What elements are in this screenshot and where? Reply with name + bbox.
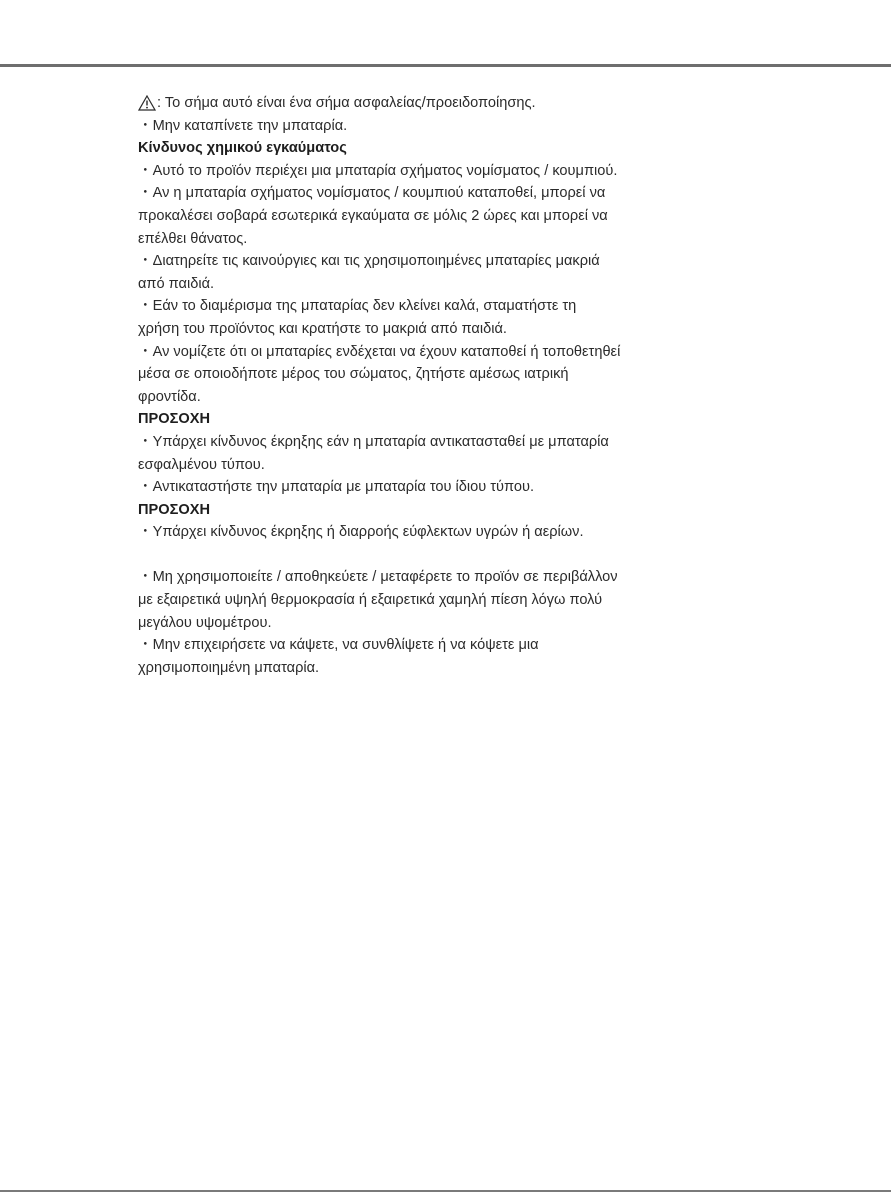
- text-line: μεγάλου υψομέτρου.: [138, 614, 272, 631]
- text-line: ・Αν νομίζετε ότι οι μπαταρίες ενδέχεται να έχουν καταποθεί ή τοποθετηθεί: [138, 343, 621, 360]
- text-line: εσφαλμένου τύπου.: [138, 456, 265, 473]
- section-heading: ΠΡΟΣΟΧΗ: [138, 501, 211, 518]
- text-line: ・Εάν το διαμέρισμα της μπαταρίας δεν κλείνει καλά, σταματήστε τη: [138, 298, 577, 315]
- text-line: ・Μην επιχειρήσετε να κάψετε, να συνθλίψετε ή να κόψετε μια: [138, 637, 539, 654]
- warning-triangle-icon: [138, 95, 156, 111]
- section-heading: Κίνδυνος χημικού εγκαύματος: [138, 140, 347, 157]
- text-line: ・Διατηρείτε τις καινούργιες και τις χρησιμοποιημένες μπαταρίες μακριά: [138, 253, 600, 270]
- text-line: με εξαιρετικά υψηλή θερμοκρασία ή εξαιρετικά χαμηλή πίεση λόγω πολύ: [138, 592, 603, 609]
- text-line: προκαλέσει σοβαρά εσωτερικά εγκαύματα σε μόλις 2 ώρες και μπορεί να: [138, 207, 608, 224]
- text-line: ・Μη χρησιμοποιείτε / αποθηκεύετε / μεταφέρετε το προϊόν σε περιβάλλον: [138, 569, 618, 586]
- text-line: επέλθει θάνατος.: [138, 230, 248, 247]
- text-line: ・Μην καταπίνετε την μπαταρία.: [138, 117, 348, 134]
- text-line: χρήση του προϊόντος και κρατήστε το μακριά από παιδιά.: [138, 320, 507, 337]
- text-line: χρησιμοποιημένη μπαταρία.: [138, 659, 320, 676]
- safety-symbol-text: : Το σήμα αυτό είναι ένα σήμα ασφαλείας/προειδοποίησης.: [157, 95, 536, 111]
- text-line: μέσα σε οποιοδήποτε μέρος του σώματος, ζητήστε αμέσως ιατρική: [138, 366, 569, 383]
- header-rule: [0, 64, 891, 67]
- text-line: ・Αντικαταστήστε την μπαταρία με μπαταρία του ίδιου τύπου.: [138, 479, 535, 496]
- text-line: ・Υπάρχει κίνδυνος έκρηξης ή διαρροής εύφλεκτων υγρών ή αερίων.: [138, 524, 584, 541]
- text-line: από παιδιά.: [138, 275, 215, 292]
- warning-lines: [138, 115, 738, 680]
- text-line: φροντίδα.: [138, 388, 201, 405]
- text-line: ・Αυτό το προϊόν περιέχει μια μπαταρία σχήματος νομίσματος / κουμπιού.: [138, 162, 618, 179]
- text-line: ・Αν η μπαταρία σχήματος νομίσματος / κουμπιού καταποθεί, μπορεί να: [138, 185, 606, 202]
- safety-symbol-line: [138, 92, 738, 115]
- text-line: ・Υπάρχει κίνδυνος έκρηξης εάν η μπαταρία αντικατασταθεί με μπαταρία: [138, 433, 609, 450]
- safety-warnings-text: [138, 92, 738, 679]
- blank-line: [138, 544, 738, 567]
- section-heading: ΠΡΟΣΟΧΗ: [138, 411, 211, 428]
